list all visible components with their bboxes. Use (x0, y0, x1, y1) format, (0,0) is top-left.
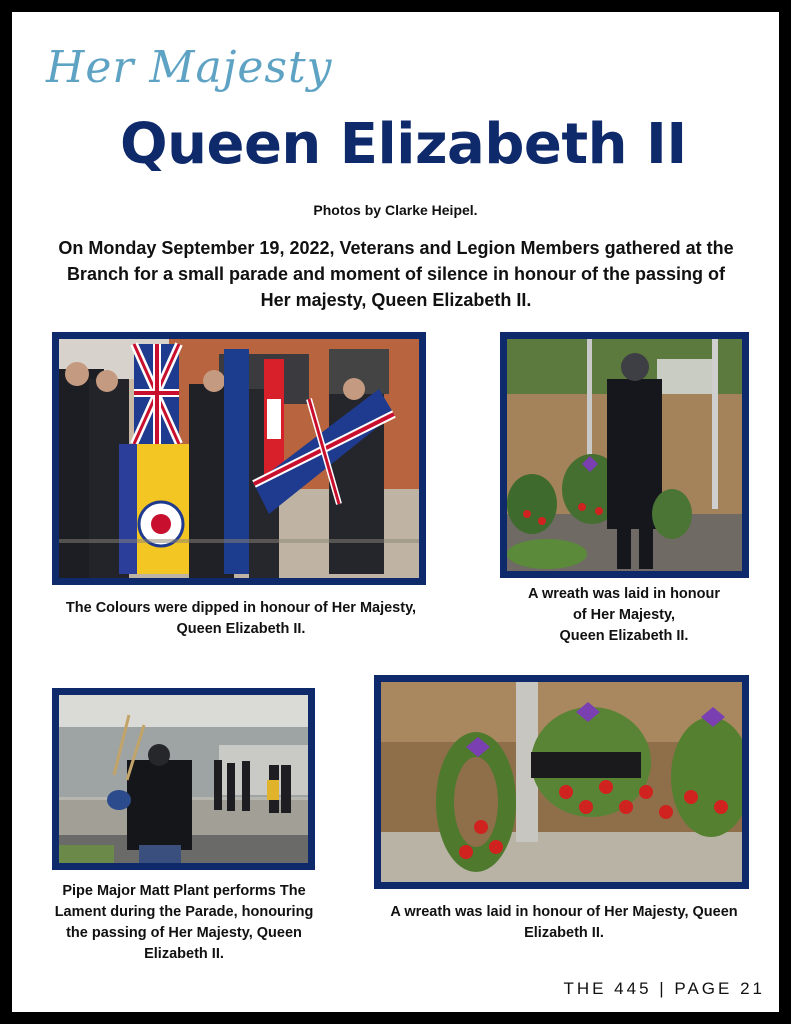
intro-paragraph: On Monday September 19, 2022, Veterans and Legion Members gathered at the Branch for a small parade and moment of silence in honour of the passing of Her majesty, Queen Elizabeth II. (58, 238, 734, 310)
caption-wreath-top-line-2: of Her Majesty, (572, 607, 676, 623)
photo-colours-dipped (52, 332, 426, 585)
wreath-bottom-image (381, 682, 742, 882)
photo-wreath-bottom (374, 675, 749, 889)
caption-wreath-top (490, 584, 758, 647)
wreath-top-image (507, 339, 742, 571)
caption-colours-dipped: The Colours were dipped in honour of Her Majesty, Queen Elizabeth II. (65, 600, 417, 637)
caption-wreath-top-line-1: A wreath was laid in honour (527, 586, 720, 602)
caption-piper: Pipe Major Matt Plant performs The Lament during the Parade, honouring the passing of Her Majesty, Queen Elizabeth II. (54, 883, 314, 962)
caption-wreath-top-line-3: Queen Elizabeth II. (559, 628, 689, 644)
page-footer: THE 445 | PAGE 21 (563, 979, 765, 998)
script-title: Her Majesty (46, 42, 333, 93)
piper-image (59, 695, 308, 863)
photo-wreath-top (500, 332, 749, 578)
page (12, 12, 779, 1012)
colours-dipped-image (59, 339, 419, 578)
main-title: Queen Elizabeth II (120, 112, 687, 177)
caption-wreath-bottom: A wreath was laid in honour of Her Majesty, Queen Elizabeth II. (390, 904, 738, 941)
photo-credit: Photos by Clarke Heipel. (313, 202, 478, 218)
photo-piper (52, 688, 315, 870)
